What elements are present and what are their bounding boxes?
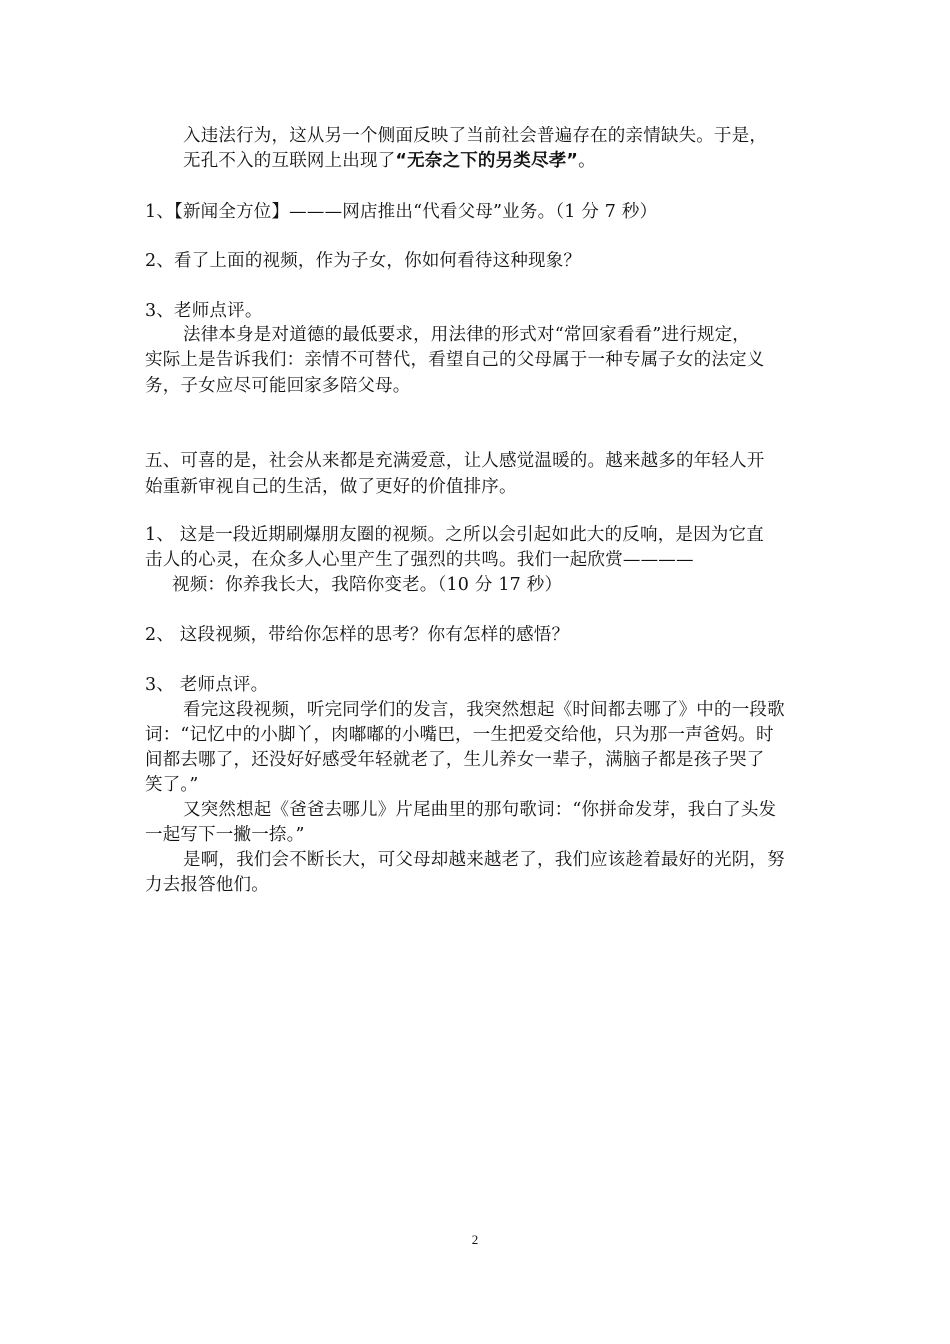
s5-item-1-line: 1、 这是一段近期刷爆朋友圈的视频。之所以会引起如此大的反响，是因为它直 (145, 525, 764, 545)
intro-line-2-end: 。 (578, 151, 596, 171)
s4-comment-line: 法律本身是对道德的最低要求，用法律的形式对“常回家看看”进行规定， (183, 325, 750, 345)
s5-item-3: 3、 老师点评。 (145, 675, 269, 695)
s4-comment-line: 务，子女应尽可能回家多陪父母。 (145, 376, 411, 396)
s5-comment-p3-line: 是啊，我们会不断长大，可父母却越来越老了，我们应该趁着最好的光阴，努 (183, 850, 785, 870)
s5-comment-p1-line: 看完这段视频，听完同学们的发言，我突然想起《时间都去哪了》中的一段歌 (183, 700, 785, 720)
s5-comment-p1-line: 间都去哪了，还没好好感受年轻就老了，生儿养女一辈子，满脑子都是孩子哭了 (145, 750, 765, 770)
s5-heading-line: 五、可喜的是，社会从来都是充满爱意，让人感觉温暖的。越来越多的年轻人开 (145, 451, 765, 471)
intro-line-2-text: 无孔不入的互联网上出现了 (183, 151, 396, 171)
s5-video-line: 视频：你养我长大，我陪你变老。（10 分 17 秒） (172, 575, 563, 595)
s5-comment-p1-line: 笑了。” (145, 775, 199, 795)
s4-comment-line: 实际上是告诉我们：亲情不可替代，看望自己的父母属于一种专属子女的法定义 (145, 350, 765, 370)
s5-comment-p1-line: 词：“记忆中的小脚丫，肉嘟嘟的小嘴巴，一生把爱交给他，只为那一声爸妈。时 (145, 725, 774, 745)
s5-item-1-line: 击人的心灵，在众多人心里产生了强烈的共鸣。我们一起欣赏———— (145, 550, 694, 570)
page-number: 2 (471, 1232, 479, 1247)
s5-comment-p3-line: 力去报答他们。 (145, 875, 269, 895)
highlight-phrase: “无奈之下的另类尽孝” (395, 151, 579, 171)
intro-line-2 (183, 149, 848, 173)
s5-heading-line: 始重新审视自己的生活，做了更好的价值排序。 (145, 477, 517, 497)
s5-comment-p2-line: 一起写下一撇一捺。” (145, 825, 305, 845)
s4-item-1: 1、【新闻全方位】———网店推出“代看父母”业务。（1 分 7 秒） (145, 202, 658, 222)
s5-item-2: 2、 这段视频，带给你怎样的思考？你有怎样的感悟？ (145, 625, 570, 645)
intro-line-1: 入违法行为，这从另一个侧面反映了当前社会普遍存在的亲情缺失。于是， (183, 126, 768, 146)
s4-item-3: 3、老师点评。 (145, 301, 263, 321)
s5-comment-p2-line: 又突然想起《爸爸去哪儿》片尾曲里的那句歌词：“你拼命发芽，我白了头发 (183, 800, 777, 820)
s4-item-2: 2、看了上面的视频，作为子女，你如何看待这种现象？ (145, 251, 582, 271)
